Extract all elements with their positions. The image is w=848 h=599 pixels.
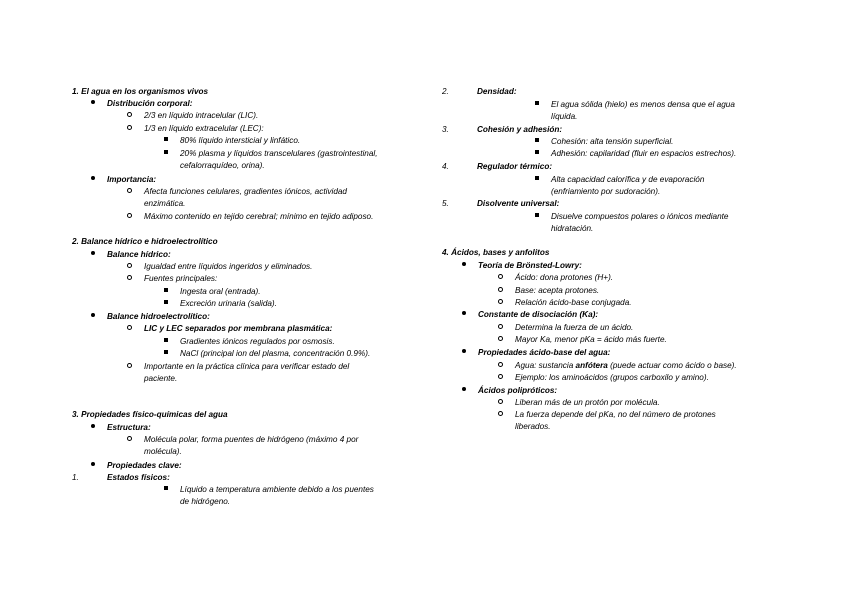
text-plasma-cont: cefalorraquídeo, orina).	[180, 161, 265, 170]
heading-bronsted: Teoría de Brönsted-Lowry:	[478, 261, 582, 270]
text-excrecion: Excreción urinaria (salida).	[180, 299, 277, 308]
number-4: 4.	[442, 162, 449, 171]
bullet-circle	[498, 324, 503, 329]
bullet-circle	[498, 299, 503, 304]
bullet-square	[164, 300, 168, 304]
text-anfotera-post: (puede actuar como ácido o base).	[607, 361, 737, 370]
text-fuerza-cont: liberados.	[515, 422, 551, 431]
bullet-disc	[462, 349, 466, 353]
bullet-square	[535, 213, 539, 217]
number-1: 1.	[72, 473, 79, 482]
text-disuelve-cont: hidratación.	[551, 224, 594, 233]
heading-propiedades-clave: Propiedades clave:	[107, 461, 182, 470]
number-3: 3.	[442, 125, 449, 134]
heading-propiedades-acido-base: Propiedades ácido-base del agua:	[478, 348, 611, 357]
text-afecta-cont: enzimática.	[144, 199, 186, 208]
text-adhesion: Adhesión: capilaridad (fluir en espacios estrechos).	[551, 149, 737, 158]
heading-constante: Constante de disociación (Ka):	[478, 310, 599, 319]
text-afecta: Afecta funciones celulares, gradientes iónicos, actividad	[144, 187, 347, 196]
bullet-disc	[91, 313, 95, 317]
text-hielo: El agua sólida (hielo) es menos densa que el agua	[551, 100, 735, 109]
heading-balance-hidrico: Balance hídrico:	[107, 250, 171, 259]
bullet-square	[164, 288, 168, 292]
text-base: Base: acepta protones.	[515, 286, 600, 295]
bullet-circle	[127, 275, 132, 280]
bullet-circle	[127, 436, 132, 441]
text-molecula-cont: molécula).	[144, 447, 182, 456]
bullet-square	[535, 150, 539, 154]
heading-disolvente: Disolvente universal:	[477, 199, 560, 208]
bullet-disc	[91, 251, 95, 255]
bullet-circle	[498, 374, 503, 379]
text-anfotera-pre: Agua: sustancia	[515, 361, 576, 370]
bullet-disc	[91, 424, 95, 428]
number-5: 5.	[442, 199, 449, 208]
bullet-square	[164, 338, 168, 342]
section-4-title: 4. Ácidos, bases y anfolitos	[442, 248, 550, 257]
bullet-square	[535, 138, 539, 142]
bullet-circle	[127, 188, 132, 193]
section-3-title: 3. Propiedades físico-químicas del agua	[72, 410, 228, 419]
text-lic: 2/3 en líquido intracelular (LIC).	[144, 111, 259, 120]
bullet-circle	[127, 125, 132, 130]
text-liquido: Líquido a temperatura ambiente debido a los puentes	[180, 485, 374, 494]
text-ingesta: Ingesta oral (entrada).	[180, 287, 261, 296]
heading-densidad: Densidad:	[477, 87, 517, 96]
bullet-circle	[498, 274, 503, 279]
text-ejemplo: Ejemplo: los aminoácidos (grupos carboxilo y amino).	[515, 373, 709, 382]
bullet-circle	[127, 112, 132, 117]
text-disuelve: Disuelve compuestos polares o iónicos mediante	[551, 212, 729, 221]
text-anfotera-bold: anfótera	[575, 361, 608, 370]
bullet-circle	[127, 263, 132, 268]
bullet-circle	[127, 325, 132, 330]
bullet-square	[164, 137, 168, 141]
text-mayor-ka: Mayor Ka, menor pKa = ácido más fuerte.	[515, 335, 667, 344]
heading-balance-hidroelectrolitico: Balance hidroelectrolítico:	[107, 312, 210, 321]
heading-polipróticos: Ácidos polipróticos:	[478, 386, 558, 395]
bullet-square	[164, 150, 168, 154]
text-liberan: Liberan más de un protón por molécula.	[515, 398, 660, 407]
text-maximo: Máximo contenido en tejido cerebral; mínimo en tejido adiposo.	[144, 212, 374, 221]
text-relacion: Relación ácido-base conjugada.	[515, 298, 632, 307]
bullet-circle	[498, 362, 503, 367]
bullet-circle	[498, 411, 503, 416]
heading-estructura: Estructura:	[107, 423, 151, 432]
text-capacidad: Alta capacidad calorífica y de evaporación	[551, 175, 705, 184]
text-lec: 1/3 en líquido extracelular (LEC):	[144, 124, 264, 133]
heading-importancia: Importancia:	[107, 175, 157, 184]
bullet-disc	[91, 176, 95, 180]
text-fuerza: La fuerza depende del pKa, no del número de protones	[515, 410, 716, 419]
bullet-square	[164, 486, 168, 490]
text-lic-lec: LIC y LEC separados por membrana plasmática:	[144, 324, 333, 333]
bullet-disc	[462, 311, 466, 315]
heading-estados-fisicos: Estados físicos:	[107, 473, 170, 482]
section-2-title: 2. Balance hídrico e hidroelectrolítico	[72, 237, 218, 246]
bullet-circle	[127, 213, 132, 218]
text-cohesion: Cohesión: alta tensión superficial.	[551, 137, 674, 146]
text-fuentes: Fuentes principales:	[144, 274, 218, 283]
text-acido: Ácido: dona protones (H+).	[515, 273, 614, 282]
text-plasma: 20% plasma y líquidos transcelulares (gastrointestinal,	[180, 149, 378, 158]
text-gradientes: Gradientes iónicos regulados por osmosis.	[180, 337, 335, 346]
bullet-disc	[91, 100, 95, 104]
bullet-disc	[462, 387, 466, 391]
bullet-circle	[498, 287, 503, 292]
heading-regulador: Regulador térmico:	[477, 162, 553, 171]
bullet-square	[164, 350, 168, 354]
text-importante-cont: paciente.	[144, 374, 178, 383]
text-liquido-cont: de hidrógeno.	[180, 497, 231, 506]
bullet-circle	[498, 399, 503, 404]
text-importante: Importante en la práctica clínica para verificar estado del	[144, 362, 350, 371]
number-2: 2.	[442, 87, 449, 96]
bullet-disc	[462, 262, 466, 266]
heading-distribucion: Distribución corporal:	[107, 99, 193, 108]
section-1-title: 1. El agua en los organismos vivos	[72, 87, 209, 96]
bullet-square	[535, 176, 539, 180]
bullet-circle	[127, 363, 132, 368]
text-nacl: NaCl (principal ion del plasma, concentración 0.9%).	[180, 349, 371, 358]
text-intersticial: 80% líquido intersticial y linfático.	[180, 136, 301, 145]
text-determina: Determina la fuerza de un ácido.	[515, 323, 634, 332]
bullet-square	[535, 101, 539, 105]
text-igualdad: Igualdad entre líquidos ingeridos y eliminados.	[144, 262, 313, 271]
bullet-circle	[498, 336, 503, 341]
heading-cohesion: Cohesión y adhesión:	[477, 125, 563, 134]
text-hielo-cont: líquida.	[551, 112, 578, 121]
text-capacidad-cont: (enfriamiento por sudoración).	[551, 187, 661, 196]
text-molecula: Molécula polar, forma puentes de hidrógeno (máximo 4 por	[144, 435, 359, 444]
text-anfotera	[515, 360, 737, 372]
bullet-disc	[91, 462, 95, 466]
